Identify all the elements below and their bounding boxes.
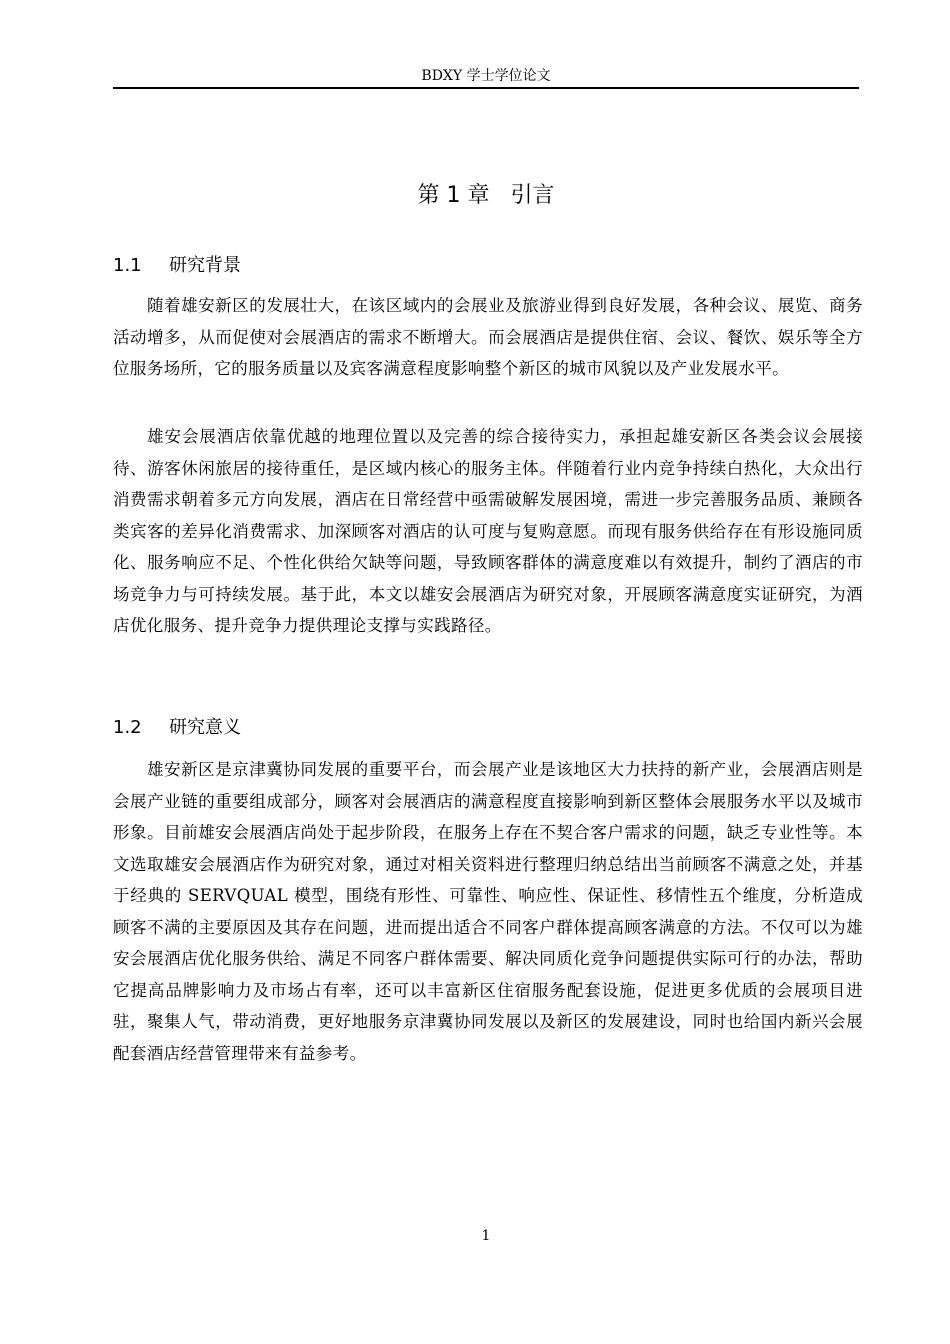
section-heading-1-2 bbox=[113, 713, 859, 743]
section-title: 研究意义 bbox=[169, 717, 241, 738]
section-title: 研究背景 bbox=[169, 255, 241, 276]
chapter-title: 第 1 章 引言 bbox=[417, 183, 555, 208]
page-number: 1 bbox=[481, 1228, 491, 1244]
section-number: 1.2 bbox=[113, 717, 142, 738]
paragraph-background-2: 雄安会展酒店依靠优越的地理位置以及完善的综合接待实力，承担起雄安新区各类会议会展接待、游客休闲旅居的接待重任，是区域内核心的服务主体。伴随着行业内竞争持续白热化，大众出行消费需求朝着多元方向发展，酒店在日常经营中亟需破解发展困境，需进一步完善服务品质、兼顾各类宾客的差异化消费需求、加深顾客对酒店的认可度与复购意愿。而现有服务供给存在有形设施同质化、服务响应不足、个性化供给欠缺等问题，导致顾客群体的满意度难以有效提升，制约了酒店的市场竞争力与可持续发展。基于此，本文以雄安会展酒店为研究对象，开展顾客满意度实证研究，为酒店优化服务、提升竞争力提供理论支撑与实践路径。 bbox=[113, 427, 863, 635]
header-rule bbox=[113, 87, 859, 89]
running-header: BDXY 学士学位论文 bbox=[421, 68, 551, 84]
paragraph-significance-1: 雄安新区是京津冀协同发展的重要平台，而会展产业是该地区大力扶持的新产业，会展酒店则是会展产业链的重要组成部分，顾客对会展酒店的满意程度直接影响到新区整体会展服务水平以及城市形象。目前雄安会展酒店尚处于起步阶段，在服务上存在不契合客户需求的问题，缺乏专业性等。本文选取雄安会展酒店作为研究对象，通过对相关资料进行整理归纳总结出当前顾客不满意之处，并基于经典的 SERVQUAL 模型，围绕有形性、可靠性、响应性、保证性、移情性五个维度，分析造成顾客不满的主要原因及其存在问题，进而提出适合不同客户群体提高顾客满意的方法。不仅可以为雄安会展酒店优化服务供给、满足不同客户群体需要、解决同质化竞争问题提供实际可行的办法，帮助它提高品牌影响力及市场占有率，还可以丰富新区住宿服务配套设施，促进更多优质的会展项目进驻，聚集人气，带动消费，更好地服务京津冀协同发展以及新区的发展建设，同时也给国内新兴会展配套酒店经营管理带来有益参考。 bbox=[113, 760, 863, 1063]
section-heading-1-1 bbox=[113, 251, 859, 281]
section-number: 1.1 bbox=[113, 255, 142, 276]
paragraph-background-1: 随着雄安新区的发展壮大，在该区域内的会展业及旅游业得到良好发展，各种会议、展览、商务活动增多，从而促使对会展酒店的需求不断增大。而会展酒店是提供住宿、会议、餐饮、娱乐等全方位服务场所，它的服务质量以及宾客满意程度影响整个新区的城市风貌以及产业发展水平。 bbox=[113, 296, 863, 378]
